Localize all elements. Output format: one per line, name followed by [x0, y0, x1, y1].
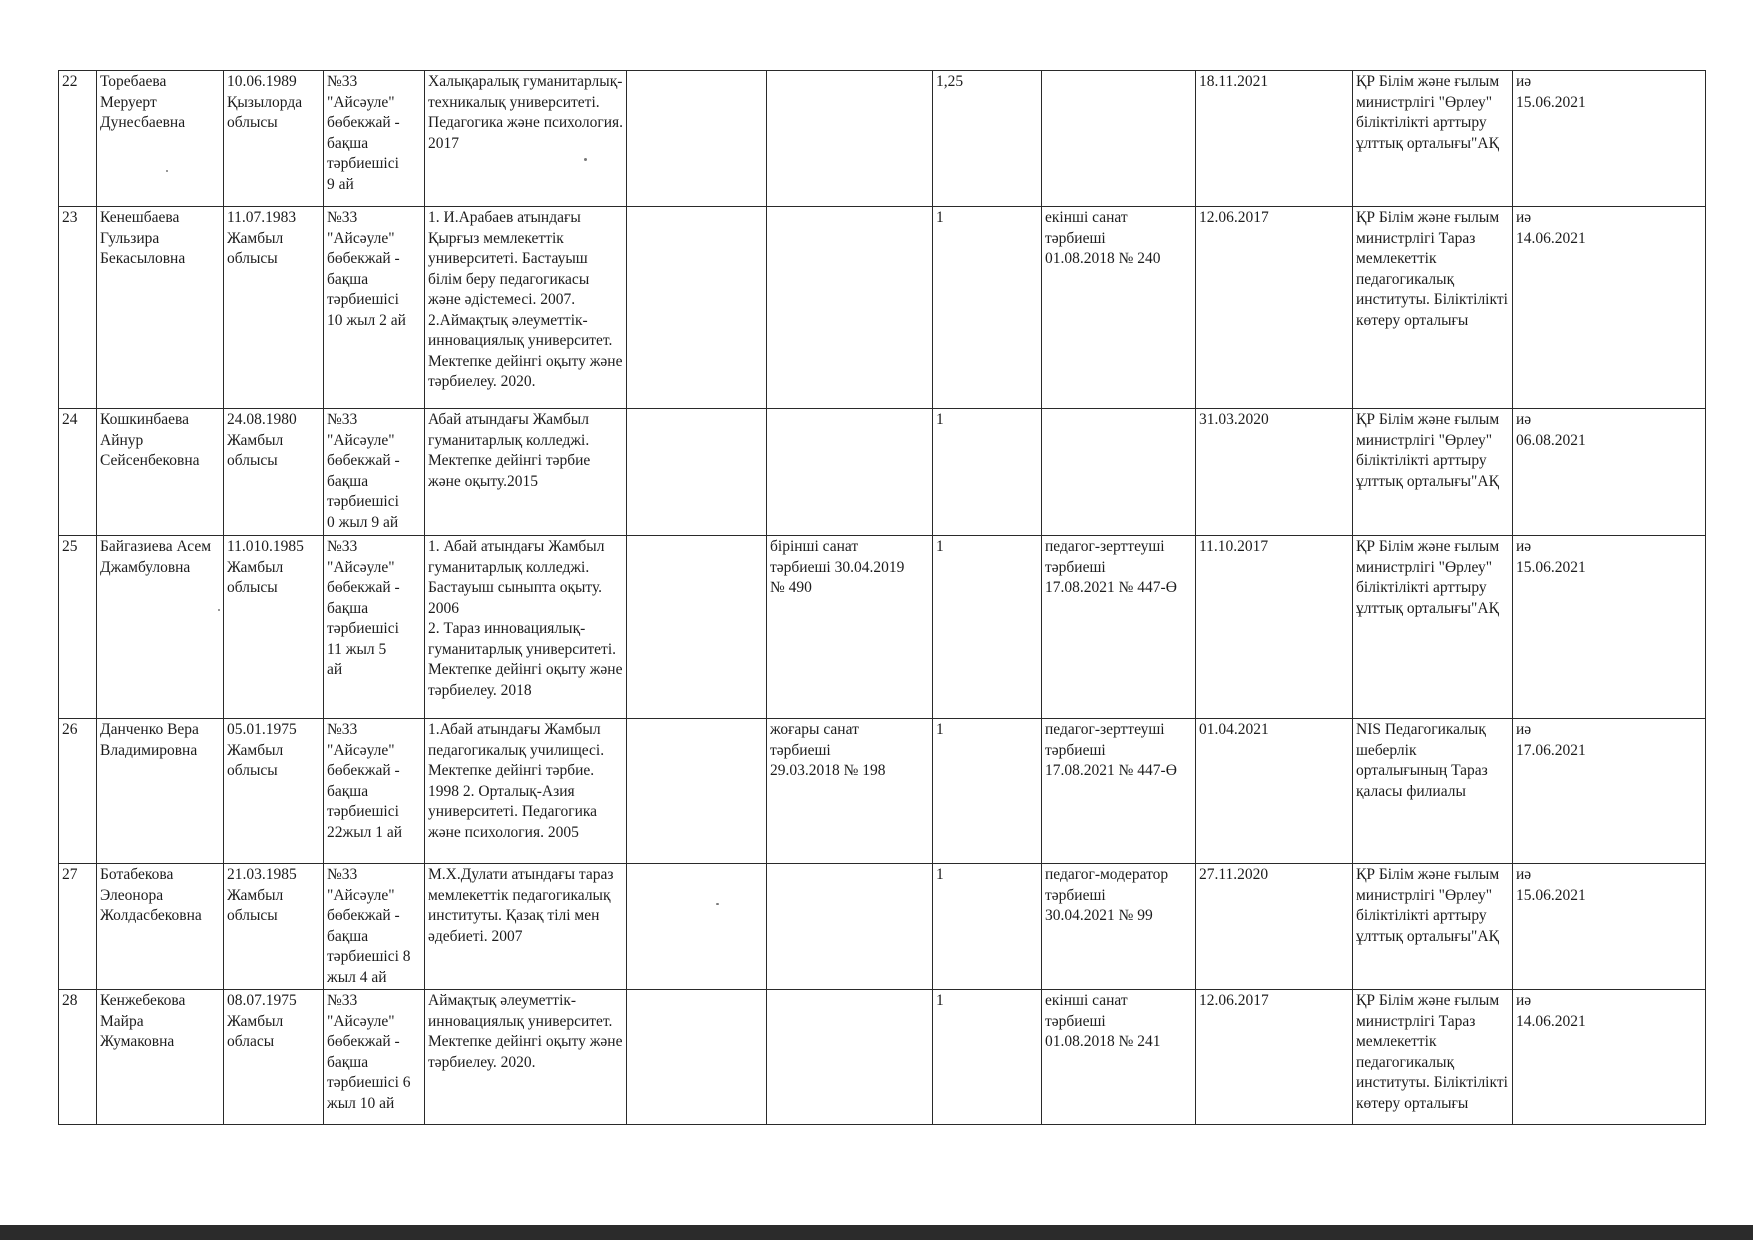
rate-cell: 1,25	[933, 71, 1042, 207]
table-row	[59, 207, 1706, 409]
table-row	[59, 536, 1706, 719]
position-cell: №33 "Айсәуле" бөбекжай - бақша тәрбиешісі 22жыл 1 ай	[324, 719, 425, 864]
rate-cell: 1	[933, 719, 1042, 864]
full-name-cell: Данченко Вера Владимировна	[97, 719, 224, 864]
birth-cell: 11.010.1985 Жамбыл облысы	[224, 536, 324, 719]
education-cell: Абай атындағы Жамбыл гуманитарлық колледжі. Мектепке дейінгі тәрбие және оқыту.2015	[425, 409, 627, 536]
rate-cell: 1	[933, 990, 1042, 1125]
date-cell: 27.11.2020	[1196, 864, 1353, 990]
scan-bottom-edge	[0, 1225, 1753, 1240]
attestation-cell: педагог-зерттеуші тәрбиеші 17.08.2021 № 447-Ө	[1042, 536, 1196, 719]
empty-cell	[627, 409, 767, 536]
full-name-cell: Кенешбаева Гульзира Бекасыловна	[97, 207, 224, 409]
education-cell: 1. Абай атындағы Жамбыл гуманитарлық колледжі. Бастауыш сыныпта оқыту. 2006 2. Тараз инновациялық-гуманитарлық университеті. Мектепке дейінгі оқыту және тәрбиелеу. 2018	[425, 536, 627, 719]
row-number-cell: 27	[59, 864, 97, 990]
row-number-cell: 23	[59, 207, 97, 409]
position-cell: №33 "Айсәуле" бөбекжай - бақша тәрбиешісі 9 ай	[324, 71, 425, 207]
category-cell	[767, 409, 933, 536]
full-name-cell: Ботабекова Элеонора Жолдасбековна	[97, 864, 224, 990]
table-row	[59, 409, 1706, 536]
rate-cell: 1	[933, 864, 1042, 990]
courses-cell: ҚР Білім және ғылым министрлігі "Өрлеу" біліктілікті арттыру ұлттық орталығы"АҚ	[1353, 536, 1513, 719]
education-cell: М.Х.Дулати атындағы тараз мемлекеттік педагогикалық институты. Қазақ тілі мен әдебиеті. 2007	[425, 864, 627, 990]
date-cell: 12.06.2017	[1196, 990, 1353, 1125]
attestation-cell: педагог-зерттеуші тәрбиеші 17.08.2021 № 447-Ө	[1042, 719, 1196, 864]
attestation-cell: педагог-модератор тәрбиеші 30.04.2021 № 99	[1042, 864, 1196, 990]
courses-cell: ҚР Білім және ғылым министрлігі "Өрлеу" біліктілікті арттыру ұлттық орталығы"АҚ	[1353, 864, 1513, 990]
courses-cell: ҚР Білім және ғылым министрлігі Тараз мемлекеттік педагогикалық институты. Біліктілікті көтеру орталығы	[1353, 990, 1513, 1125]
position-cell: №33 "Айсәуле" бөбекжай - бақша тәрбиешісі 6 жыл 10 ай	[324, 990, 425, 1125]
note-cell: иә 17.06.2021	[1513, 719, 1706, 864]
attestation-cell	[1042, 71, 1196, 207]
education-cell: 1. И.Арабаев атындағы Қырғыз мемлекеттік университеті. Бастауыш білім беру педагогикасы және әдістемесі. 2007. 2.Аймақтық әлеуметтік-инновациялық университет. Мектепке дейінгі оқыту және тәрбиелеу. 2020.	[425, 207, 627, 409]
attestation-cell: екінші санат тәрбиеші 01.08.2018 № 241	[1042, 990, 1196, 1125]
category-cell: жоғары санат тәрбиеші 29.03.2018 № 198	[767, 719, 933, 864]
position-cell: №33 "Айсәуле" бөбекжай - бақша тәрбиешісі 11 жыл 5 ай	[324, 536, 425, 719]
courses-cell: NIS Педагогикалық шеберлік орталығының Тараз қаласы филиалы	[1353, 719, 1513, 864]
date-cell: 18.11.2021	[1196, 71, 1353, 207]
attestation-cell: екінші санат тәрбиеші 01.08.2018 № 240	[1042, 207, 1196, 409]
empty-cell	[627, 207, 767, 409]
scan-speck	[218, 609, 220, 611]
table-row	[59, 719, 1706, 864]
empty-cell	[627, 990, 767, 1125]
position-cell: №33 "Айсәуле" бөбекжай - бақша тәрбиешісі 8 жыл 4 ай	[324, 864, 425, 990]
date-cell: 01.04.2021	[1196, 719, 1353, 864]
scan-speck	[584, 158, 587, 161]
courses-cell: ҚР Білім және ғылым министрлігі "Өрлеу" біліктілікті арттыру ұлттық орталығы"АҚ	[1353, 409, 1513, 536]
row-number-cell: 25	[59, 536, 97, 719]
birth-cell: 21.03.1985 Жамбыл облысы	[224, 864, 324, 990]
courses-cell: ҚР Білім және ғылым министрлігі Тараз мемлекеттік педагогикалық институты. Біліктілікті көтеру орталығы	[1353, 207, 1513, 409]
note-cell: иә 15.06.2021	[1513, 864, 1706, 990]
attestation-cell	[1042, 409, 1196, 536]
note-cell: иә 15.06.2021	[1513, 71, 1706, 207]
category-cell	[767, 864, 933, 990]
position-cell: №33 "Айсәуле" бөбекжай - бақша тәрбиешісі 0 жыл 9 ай	[324, 409, 425, 536]
note-cell: иә 14.06.2021	[1513, 990, 1706, 1125]
full-name-cell: Байгазиева Асем Джамбуловна	[97, 536, 224, 719]
staff-table	[58, 70, 1706, 1125]
birth-cell: 10.06.1989 Қызылорда облысы	[224, 71, 324, 207]
empty-cell	[627, 71, 767, 207]
empty-cell	[627, 719, 767, 864]
empty-cell	[627, 864, 767, 990]
category-cell	[767, 207, 933, 409]
birth-cell: 08.07.1975 Жамбыл обласы	[224, 990, 324, 1125]
note-cell: иә 15.06.2021	[1513, 536, 1706, 719]
category-cell: бірінші санат тәрбиеші 30.04.2019 № 490	[767, 536, 933, 719]
date-cell: 12.06.2017	[1196, 207, 1353, 409]
date-cell: 11.10.2017	[1196, 536, 1353, 719]
rate-cell: 1	[933, 207, 1042, 409]
row-number-cell: 28	[59, 990, 97, 1125]
table-row	[59, 864, 1706, 990]
category-cell	[767, 71, 933, 207]
birth-cell: 24.08.1980 Жамбыл облысы	[224, 409, 324, 536]
scan-speck	[716, 903, 719, 905]
row-number-cell: 22	[59, 71, 97, 207]
row-number-cell: 24	[59, 409, 97, 536]
note-cell: иә 14.06.2021	[1513, 207, 1706, 409]
empty-cell	[627, 536, 767, 719]
rate-cell: 1	[933, 409, 1042, 536]
birth-cell: 05.01.1975 Жамбыл облысы	[224, 719, 324, 864]
rate-cell: 1	[933, 536, 1042, 719]
date-cell: 31.03.2020	[1196, 409, 1353, 536]
full-name-cell: Кенжебекова Майра Жумаковна	[97, 990, 224, 1125]
category-cell	[767, 990, 933, 1125]
table-row	[59, 71, 1706, 207]
note-cell: иә 06.08.2021	[1513, 409, 1706, 536]
position-cell: №33 "Айсәуле" бөбекжай - бақша тәрбиешісі 10 жыл 2 ай	[324, 207, 425, 409]
scan-speck	[166, 170, 168, 172]
row-number-cell: 26	[59, 719, 97, 864]
table-row	[59, 990, 1706, 1125]
full-name-cell: Торебаева Меруерт Дунесбаевна	[97, 71, 224, 207]
birth-cell: 11.07.1983 Жамбыл облысы	[224, 207, 324, 409]
education-cell: Аймақтық әлеуметтік-инновациялық университет. Мектепке дейінгі оқыту және тәрбиелеу. 2020.	[425, 990, 627, 1125]
courses-cell: ҚР Білім және ғылым министрлігі "Өрлеу" біліктілікті арттыру ұлттық орталығы"АҚ	[1353, 71, 1513, 207]
full-name-cell: Кошкинбаева Айнур Сейсенбековна	[97, 409, 224, 536]
education-cell: 1.Абай атындағы Жамбыл педагогикалық училищесі. Мектепке дейінгі тәрбие. 1998 2. Орталық-Азия университеті. Педагогика және психология. 2005	[425, 719, 627, 864]
education-cell: Халықаралық гуманитарлық-техникалық университеті. Педагогика және психология. 2017	[425, 71, 627, 207]
